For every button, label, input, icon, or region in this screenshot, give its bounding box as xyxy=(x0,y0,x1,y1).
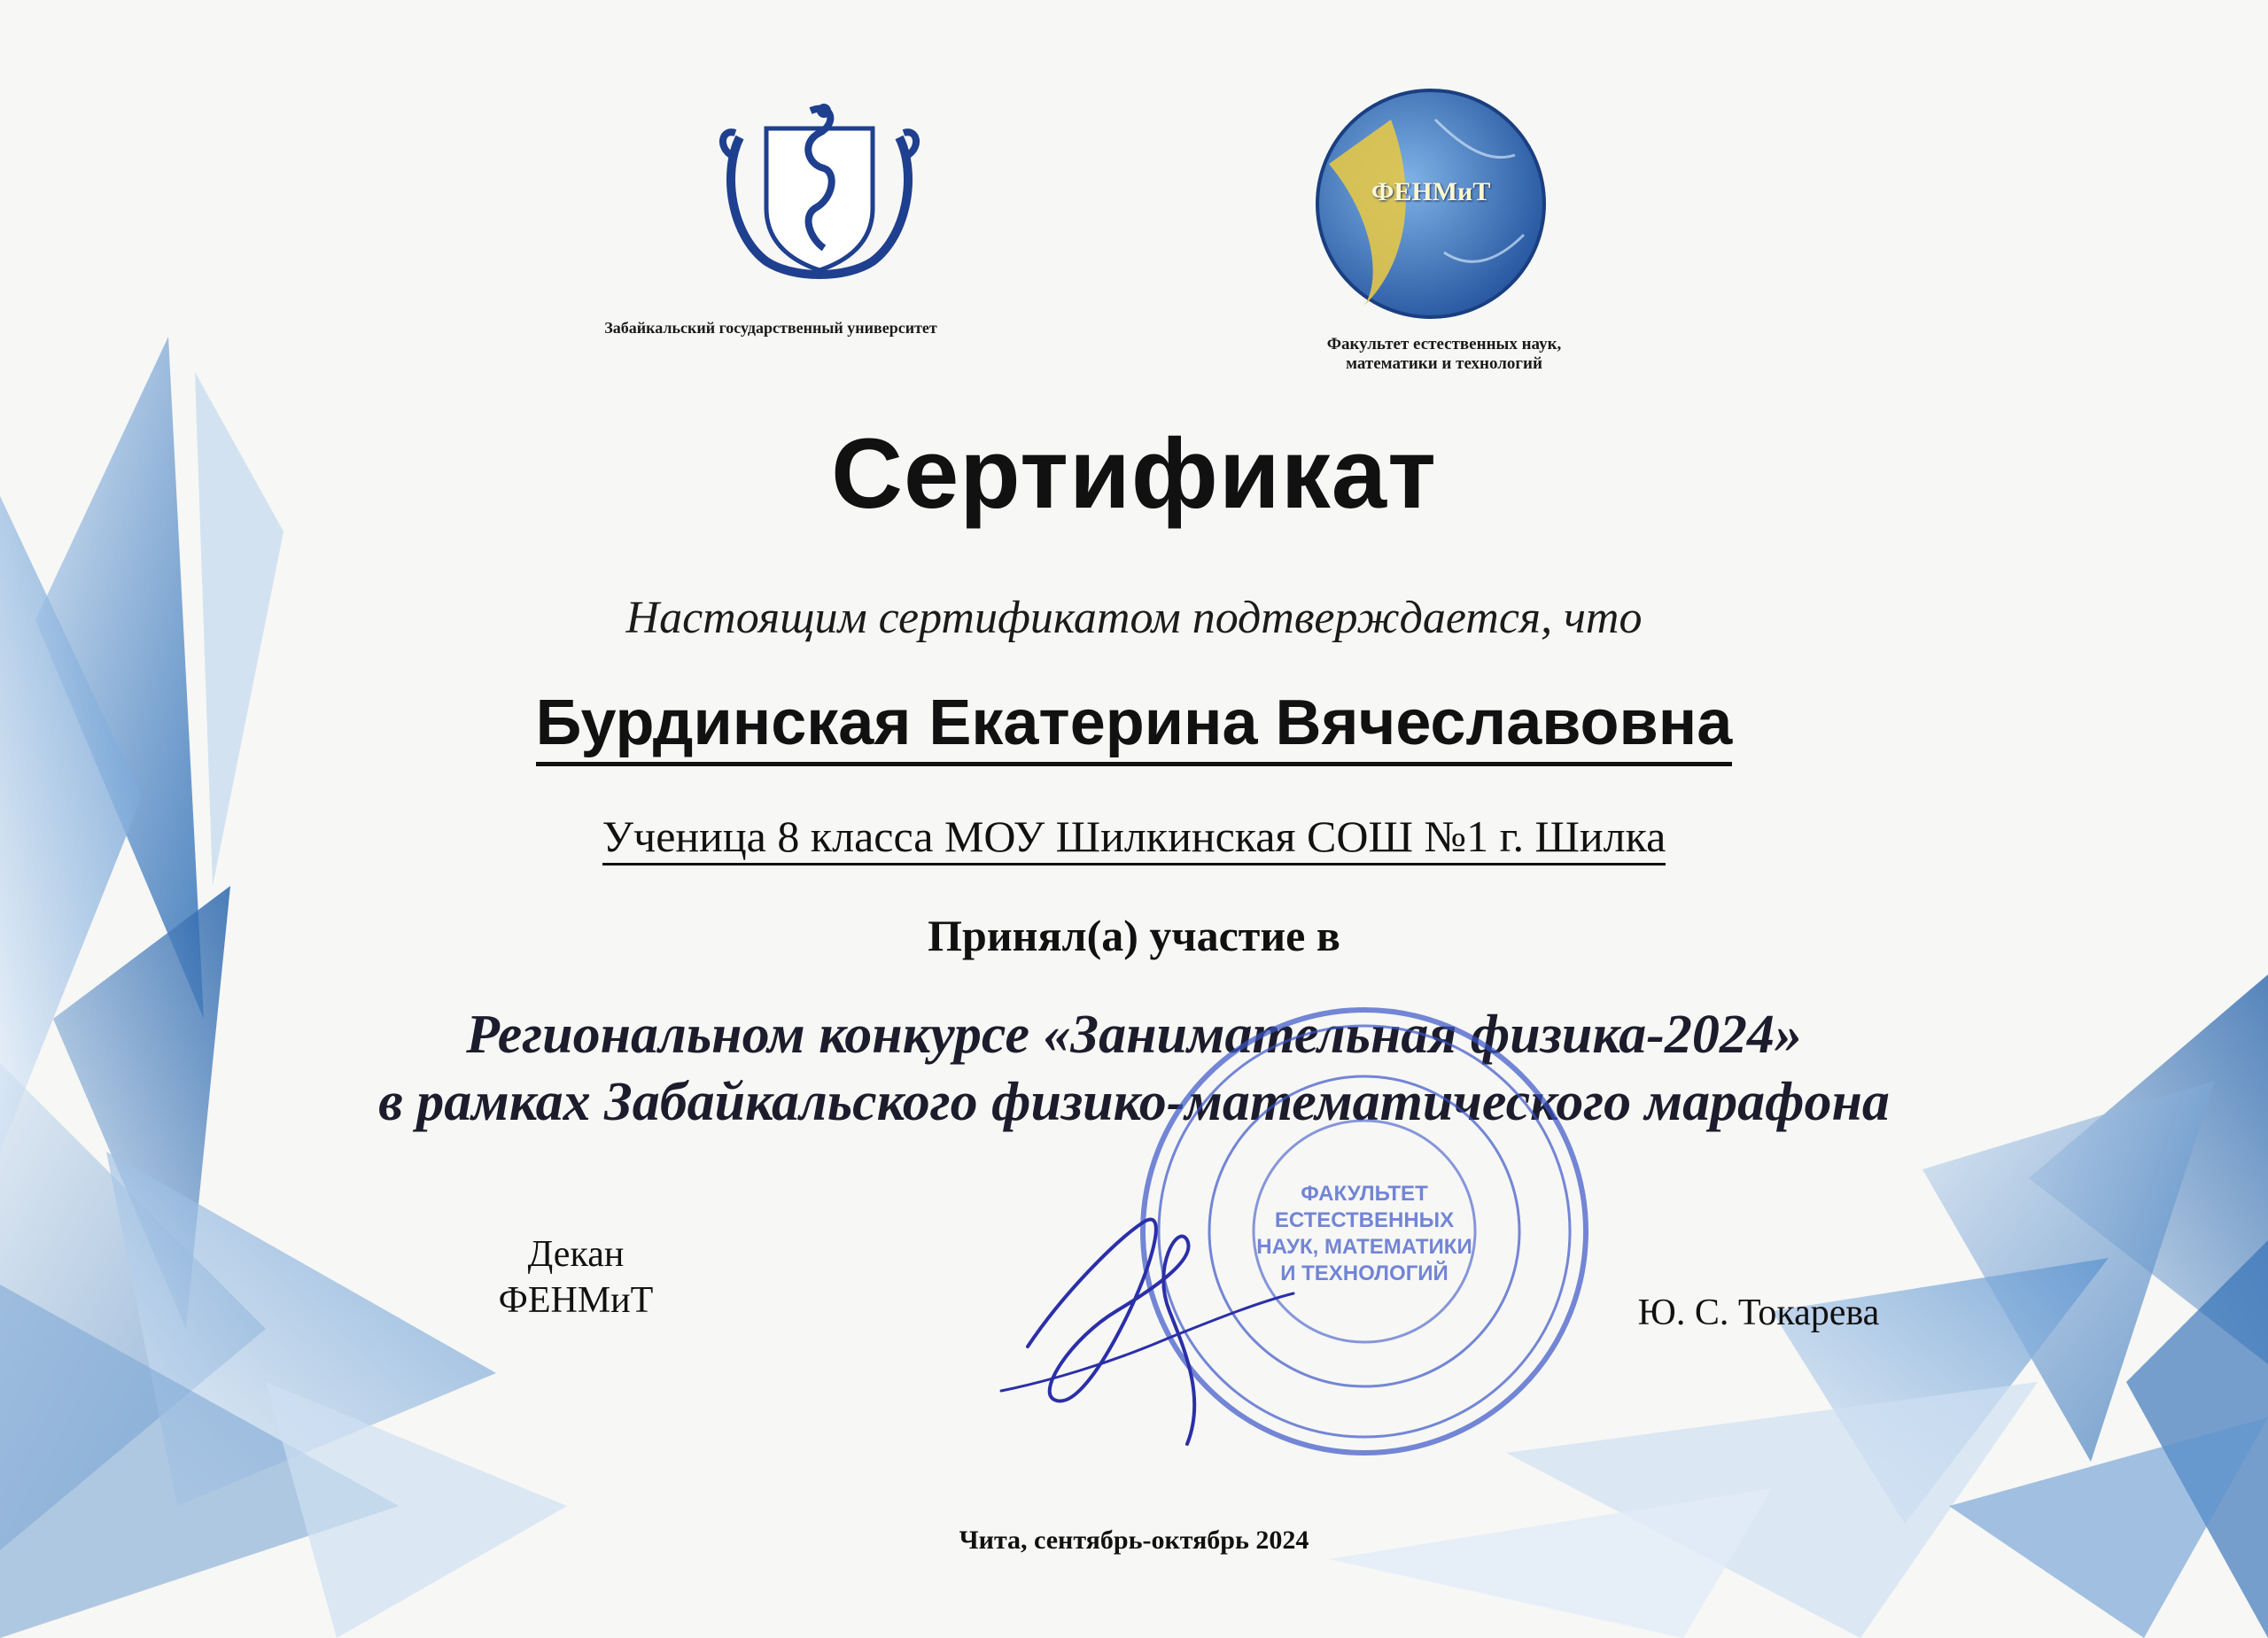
faculty-caption xyxy=(1240,335,1648,374)
dean-title xyxy=(478,1231,673,1324)
stamp-center-line2: ЕСТЕСТВЕННЫХ xyxy=(1274,1208,1455,1232)
recipient-name xyxy=(0,687,2268,759)
faculty-emblem-text: ФЕНМиТ xyxy=(1371,177,1491,206)
contest-line-2: в рамках Забайкальского физико-математического марафона xyxy=(378,1072,1890,1132)
signer-name: Ю. С. Токарева xyxy=(1637,1293,1880,1333)
stamp-center-line4: И ТЕХНОЛОГИЙ xyxy=(1280,1261,1449,1285)
stamp-center-line3: НАУК, МАТЕМАТИКИ xyxy=(1256,1235,1472,1259)
faculty-caption-line2: математики и технологий xyxy=(1346,354,1542,373)
stamp-center-line1: ФАКУЛЬТЕТ xyxy=(1301,1182,1428,1206)
dean-line1: Декан xyxy=(527,1234,625,1275)
university-logo xyxy=(713,84,926,297)
certificate-title: Сертификат xyxy=(831,418,1437,529)
recipient-name-text: Бурдинская Екатерина Вячеславовна xyxy=(536,687,1733,766)
contest-line-1: Региональном конкурсе «Занимательная физика-2024» xyxy=(466,1005,1802,1065)
recipient-school-text: Ученица 8 класса МОУ Шилкинская СОШ №1 г. Шилка xyxy=(602,811,1666,866)
place-and-date: Чита, сентябрь-октябрь 2024 xyxy=(959,1525,1309,1555)
dean-line2: ФЕНМиТ xyxy=(498,1280,654,1321)
dean-signature xyxy=(992,1187,1311,1453)
faculty-caption-line1: Факультет естественных наук, xyxy=(1326,335,1562,353)
certificate-subtitle: Настоящим сертификатом подтверждается, что xyxy=(625,593,1643,643)
university-caption: Забайкальский государственный университет xyxy=(604,319,937,337)
participation-text: Принял(а) участие в xyxy=(928,911,1340,960)
recipient-school xyxy=(0,811,2268,862)
